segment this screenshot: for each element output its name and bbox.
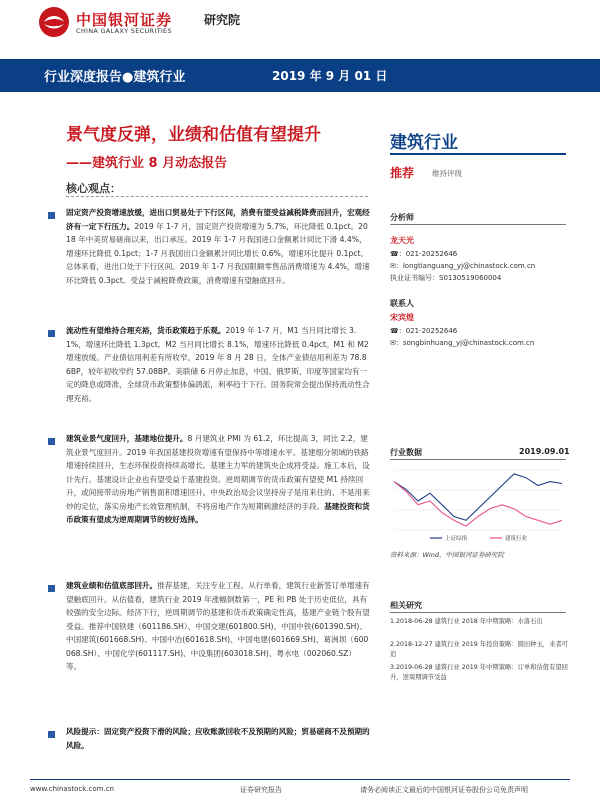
rating-note: 维持评级: [432, 169, 462, 178]
paragraph-lead: 建筑业绩和估值底部回升。: [66, 581, 158, 590]
footer-website[interactable]: www.chinastock.com.cn: [30, 785, 114, 793]
chart-series-line: [394, 482, 562, 526]
paragraph-body: 2019 年 1-7 月，M1 当月同比增长 3.1%，增速环比降低 1.3pct。M2 当月同比增长 8.1%，增速环比降低 0.4pct。M1 和 M2 增速放缓。产业债信用利差有所收窄。2019 年 8 月 28 日，全体产业债信用利差为 78.86BP，较年初收窄约 57.08BP。美联储 6 月停止加息，中国、俄罗斯、印度等国家均有一定的降息或降准，全球货币政策整体偏鸽派，利率趋于下行。国务院常会提出保持流动性合理充裕。: [66, 326, 370, 403]
related-heading: 相关研究: [390, 601, 422, 610]
paragraph-body: 8 月建筑业 PMI 为 61.2，环比提高 3，同比 2.2，建筑业景气度回升。2019 年我国基建投资增速有望保持中等增速水平。基建细分领域的铁路增速持续回升，生态环保投资持续高增长。基建主力军的建筑央企成将受益。施工本后，设计先行。基建设计企业也有望受益于基建投资。逆周期调节的货币政策有望使 M1 持续回升，或间接带动房地产销售面积增速回升。中央政治局会议坚持房子是用来住的、不是用来炒的定位，落实房地产长效管理机制，不将房地产作为短期刺激经济的手段。: [66, 434, 370, 511]
industry-line-chart: [390, 464, 566, 544]
paragraph-conclusion: 基建投资和货币政策有望成为逆周期调节的较好选择。: [66, 501, 370, 524]
bullet-icon: [48, 585, 55, 592]
core-view-label: 核心观点：: [66, 182, 121, 195]
contact-email[interactable]: ✉：songbinhuang_yj@chinastock.com.cn: [390, 339, 535, 347]
paragraph-lead: 固定资产投资增速放缓，进出口贸易处于下行区间，消费有望受益减税降费而回升，宏观经济有一定下行压力。: [66, 208, 370, 231]
report-type: 行业深度报告●建筑行业: [44, 70, 186, 85]
paragraph-body: 2019 年 1-7 月，国定资产投资增速为 5.7%，环比降低 0.1pct。2018 年中美贸易磋商以来，出口承压。2019 年 1-7 月我国进口金额累计同比下滑 4.4%，增速环比降低 0.1pct；1-7 月我国出口金额累计同比增长 0.6%，增速环比提升 0.1pct。总体来看，进出口处于下行区间。2019 年 1-7 月我国限额零售品消费增速为 4.4%，增速环比降低 0.3pct。受益于减税降费政策，消费增速有望触底回升。: [66, 221, 370, 285]
contact-phone: ☎：021-20252646: [390, 327, 458, 335]
contact-name: 宋宾煌: [390, 313, 414, 322]
risk-paragraph: [66, 725, 370, 752]
related-item[interactable]: 2.2018-12-27 建筑行业 2019 年投资策略：圆田种玉，来者可追: [390, 641, 568, 658]
divider: [390, 612, 566, 613]
divider: [390, 224, 566, 225]
report-title: 景气度反弹，业绩和估值有望提升: [66, 125, 321, 145]
analyst-heading: 分析师: [390, 213, 414, 222]
divider: [390, 153, 566, 155]
paragraph-lead: 流动性有望维持合理充裕，货币政策趋于乐观。: [66, 326, 226, 335]
logo-english: CHINA GALAXY SECURITIES: [76, 27, 172, 35]
chart-series-line: [394, 474, 562, 520]
paragraph-body: 推荐基建，关注专业工程。从行单看，建筑行业新签订单增速有望触底回升。从估值看，建筑行业 2019 年涨幅倒数第一，PE 和 PB 处于历史低位，具有较强的安全边际。经济下行，逆周期调节的基建和货币政策确定性高，基建产业链个股有望受益。推荐中国铁建（601186.SH）、中国交建(601800.SH)、中国中铁(601390.SH)、中国建筑(601668.SH)、中国中冶(601618.SH)、中国电建(601669.SH)、葛洲坝（600068.SH）、中国化学(601117.SH)、中设集团(603018.SH)、粤水电（002060.SZ）等。: [66, 581, 370, 671]
legend-label: 上证综指: [445, 536, 468, 542]
related-item[interactable]: 1.2018-06-28 建筑行业 2018 年中期策略：水落石出: [390, 618, 543, 625]
bullet-icon: [48, 212, 55, 219]
paragraph: [66, 579, 370, 674]
paragraph: [66, 206, 370, 287]
analyst-email[interactable]: ✉：longtianguang_yj@chinastock.com.cn: [390, 262, 536, 270]
paragraph: [66, 432, 370, 527]
legend-label: 建筑行业: [505, 536, 528, 542]
bullet-icon: [48, 731, 55, 738]
bullet-icon: [48, 438, 55, 445]
rating: 推荐: [390, 166, 415, 180]
institute-label: 研究院: [204, 13, 241, 27]
divider: [390, 459, 566, 460]
bullet-icon: [48, 330, 55, 337]
risk-text: 风险提示：固定资产投资下滑的风险；应收账款回收不及预期的风险；贸易磋商不及预期的风险。: [66, 727, 370, 750]
footer-divider: [30, 779, 570, 780]
galaxy-logo-icon: [38, 6, 70, 38]
paragraph: [66, 324, 370, 405]
logo-chinese: 中国银河证券: [76, 11, 173, 29]
footer-disclaimer: 请务必阅读正文最后的中国银河证券股份公司免责声明: [360, 786, 528, 794]
chart-date: 2019.09.01: [519, 447, 570, 456]
contact-heading: 联系人: [390, 299, 414, 308]
analyst-cert: 执业证书编号：S0130519060004: [390, 274, 502, 282]
footer-label: 证券研究报告: [240, 786, 282, 794]
industry-title: 建筑行业: [390, 133, 458, 153]
analyst-name: 龙天光: [390, 236, 414, 245]
chart-source: 资料来源：Wind，中国银河证券研究院: [390, 551, 504, 559]
divider: [66, 196, 368, 197]
report-date: 2019 年 9 月 01 日: [272, 69, 388, 83]
logo: [38, 6, 278, 40]
chart-heading: 行业数据: [390, 448, 422, 457]
related-item[interactable]: 3.2019-06-28 建筑行业 2019 年中期策略：订单和估值有望回升，逆周期调节受益: [390, 664, 568, 681]
report-subtitle: ——建筑行业 8 月动态报告: [66, 156, 228, 171]
paragraph-lead: 建筑业景气度回升，基建地位提升。: [66, 434, 188, 443]
analyst-phone: ☎：021-20252646: [390, 250, 458, 258]
